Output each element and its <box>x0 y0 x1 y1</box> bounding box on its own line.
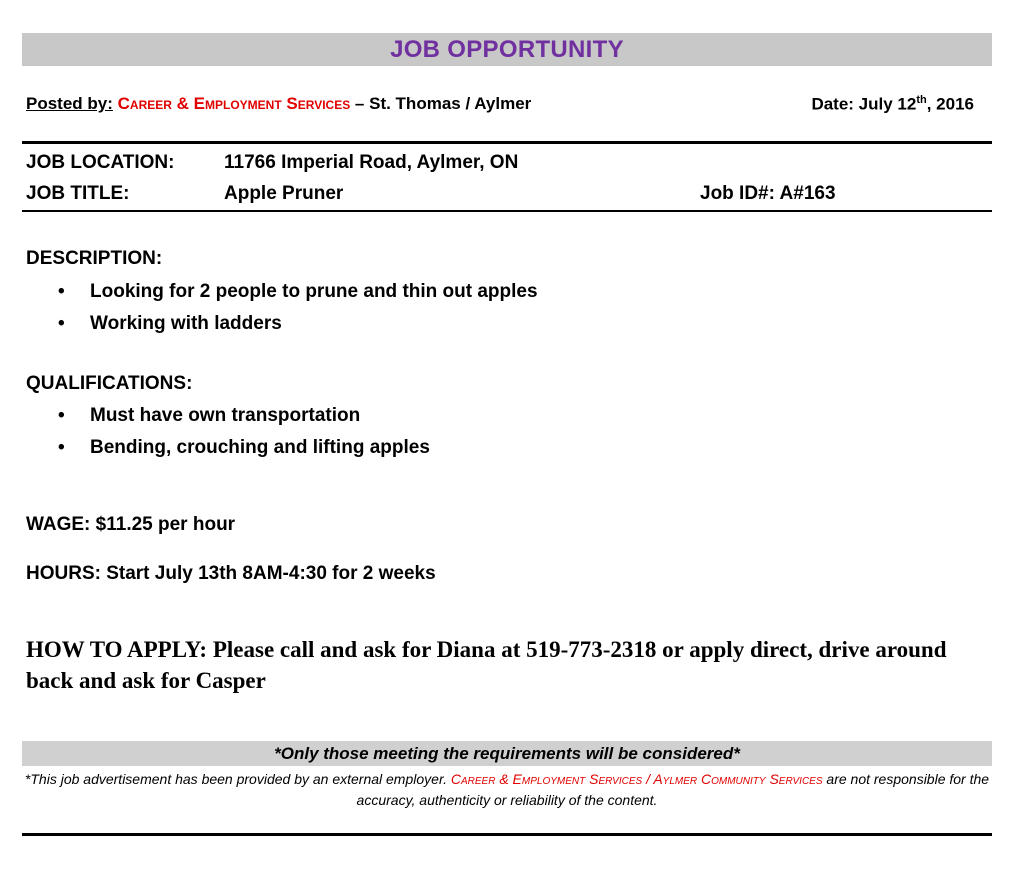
list-item: • Working with ladders <box>58 313 282 334</box>
posted-by-label: Posted by: <box>26 94 113 113</box>
job-location-value: 11766 Imperial Road, Aylmer, ON <box>224 152 519 173</box>
job-title-row <box>26 183 343 205</box>
title-banner <box>22 33 992 66</box>
wage-line: WAGE: $11.25 per hour <box>26 514 236 535</box>
job-title-value: Apple Pruner <box>224 183 344 204</box>
organization-name: Career & Employment Services <box>117 94 351 113</box>
description-list <box>56 276 538 340</box>
qualifications-list <box>56 400 430 464</box>
posting-date: Date: July 12th, 2016 <box>811 94 974 114</box>
disclaimer: *This job advertisement has been provided by an external employer. Career & Employment Services / Aylmer Community Services are not responsible for the accuracy, authenticity or reliability of the content. <box>24 771 990 808</box>
disclaimer-organizations: Career & Employment Services / Aylmer Community Services <box>450 771 823 787</box>
posted-by-line <box>26 94 531 114</box>
posted-location: – St. Thomas / Aylmer <box>350 94 532 113</box>
qualifications-heading: QUALIFICATIONS: <box>26 373 193 394</box>
hours-line: HOURS: Start July 13th 8AM-4:30 for 2 weeks <box>26 563 436 584</box>
job-location-row <box>26 152 518 174</box>
list-item: • Must have own transportation <box>58 405 361 426</box>
divider-bottom <box>22 833 992 836</box>
list-item: • Looking for 2 people to prune and thin out apples <box>58 281 538 302</box>
page-title: JOB OPPORTUNITY <box>390 36 624 63</box>
how-to-apply: HOW TO APPLY: Please call and ask for Diana at 519-773-2318 or apply direct, drive around back and ask for Casper <box>26 637 947 693</box>
requirements-notice: *Only those meeting the requirements will be considered* <box>22 741 992 766</box>
divider-job-info <box>22 210 992 212</box>
divider-top <box>22 141 992 144</box>
job-id: Job ID#: A#163 <box>700 183 836 204</box>
description-heading: DESCRIPTION: <box>26 248 163 269</box>
job-title-label: JOB TITLE: <box>26 183 130 204</box>
job-location-label: JOB LOCATION: <box>26 152 175 173</box>
list-item: • Bending, crouching and lifting apples <box>58 437 430 458</box>
